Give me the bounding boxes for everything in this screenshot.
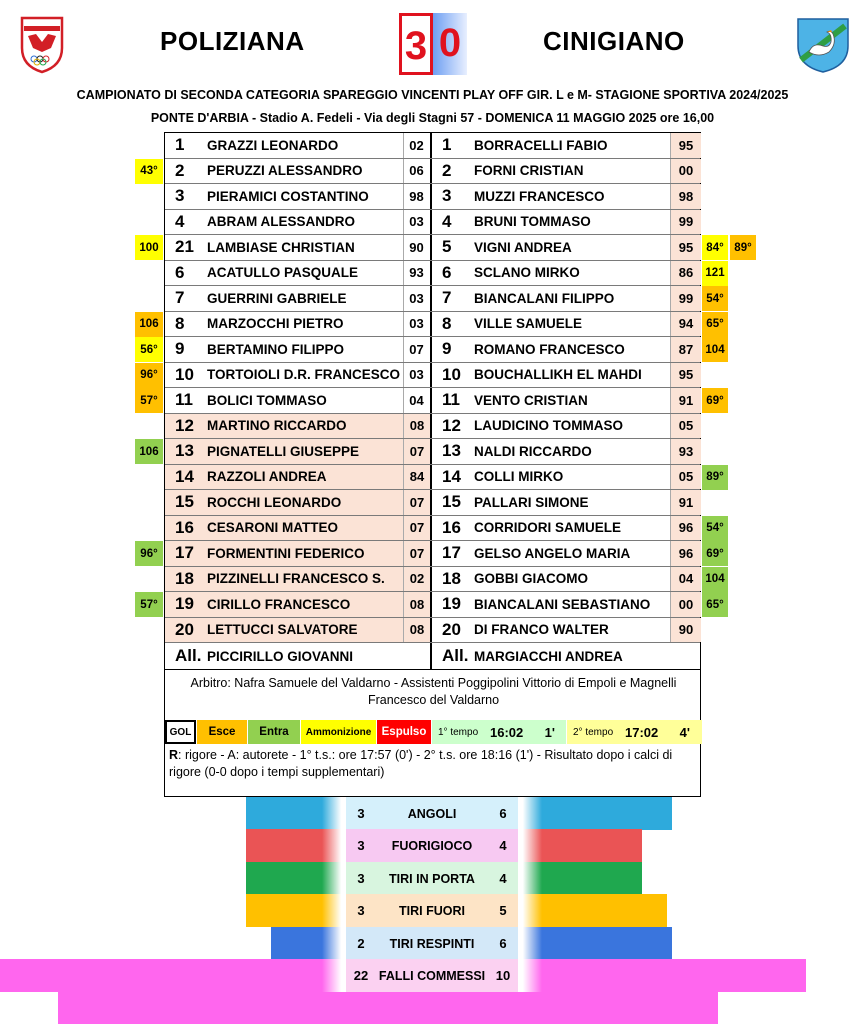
away-player-name: SCLANO MIRKO: [474, 265, 580, 281]
home-event-minute: 106: [135, 312, 163, 337]
away-player-year: [670, 643, 701, 669]
stat-label: TIRI IN PORTA: [389, 871, 475, 886]
away-player-year: 91: [670, 388, 701, 413]
column-divider: [430, 541, 432, 566]
legend-red-card: Espulso: [377, 720, 431, 744]
stat-gradient-edge: [518, 862, 542, 895]
home-event-minute: 106: [135, 439, 163, 464]
home-player-year: 02: [403, 567, 430, 592]
home-player-name: TORTOIOLI D.R. FRANCESCO: [207, 367, 401, 383]
away-player-year: 00: [670, 159, 701, 184]
away-player-year: 99: [670, 286, 701, 311]
away-player-name: NALDI RICCARDO: [474, 443, 592, 459]
lineup-row: [165, 235, 700, 261]
away-event-minute: 65°: [702, 592, 728, 617]
stat-away-value: 4: [499, 838, 507, 853]
stat-away-value: 4: [499, 871, 507, 886]
stat-away-value: 6: [499, 936, 507, 951]
away-player-number: 17: [442, 543, 461, 563]
away-player-number: 10: [442, 364, 461, 384]
lineup-row: [165, 414, 700, 440]
column-divider: [430, 414, 432, 439]
home-player-number: 20: [165, 618, 205, 643]
away-player-name: BIANCALANI SEBASTIANO: [474, 596, 651, 612]
home-player-year: 07: [403, 541, 430, 566]
stat-gradient-edge: [518, 829, 542, 862]
column-divider: [430, 388, 432, 413]
stat-values: [346, 959, 518, 992]
away-player-number: 7: [442, 288, 452, 308]
home-player-year: 03: [403, 363, 429, 388]
stat-row: [0, 894, 865, 927]
home-player-year: 08: [403, 618, 430, 643]
away-player-name: MUZZI FRANCESCO: [474, 188, 605, 204]
first-half-time: 16:02: [490, 724, 524, 740]
referee-info: Arbitro: Nafra Samuele del Valdarno - Assistenti Poggipolini Vittorio di Empoli e Magnelli Francesco del Valdarno: [190, 676, 677, 707]
home-player-name: ROCCHI LEONARDO: [205, 490, 403, 515]
lineup-row: [165, 133, 700, 159]
column-divider: [430, 363, 432, 388]
home-player-number: 15: [165, 490, 205, 515]
lineup-row: [165, 618, 700, 644]
home-player-number: 7: [175, 288, 185, 308]
column-divider: [430, 261, 432, 286]
stat-bar-extension: [58, 992, 718, 1024]
column-divider: [430, 592, 432, 617]
lineup-row: [165, 388, 700, 414]
column-divider: [430, 210, 432, 235]
away-player-name: FORNI CRISTIAN: [474, 163, 584, 179]
stat-gradient-edge: [322, 927, 346, 960]
away-player-number: 11: [442, 390, 460, 410]
away-event-minute: 104: [702, 567, 728, 592]
away-player-name: MARGIACCHI ANDREA: [474, 648, 623, 664]
home-player-number: 3: [175, 186, 185, 206]
away-player-number: 20: [442, 619, 461, 639]
away-player-name: BOUCHALLIKH EL MAHDI: [474, 367, 642, 383]
home-player-name: LETTUCCI SALVATORE: [205, 618, 403, 643]
home-event-minute: 57°: [135, 388, 163, 413]
home-player-year: 07: [403, 439, 430, 464]
away-player-number: 3: [442, 186, 452, 206]
away-player-number: 16: [442, 517, 461, 537]
lineup-row: [165, 210, 700, 236]
match-notes: [169, 747, 699, 781]
lineup-row: [165, 439, 700, 465]
away-event-minute: 89°: [702, 465, 728, 490]
stat-gradient-edge: [518, 927, 542, 960]
stat-values: [346, 894, 518, 927]
away-player-year: 90: [670, 618, 701, 643]
home-player-number: 10: [175, 364, 194, 384]
home-event-minute: 96°: [135, 541, 163, 566]
first-half-info: [432, 720, 566, 744]
home-player-name: GRAZZI LEONARDO: [207, 137, 339, 153]
home-player-year: 07: [403, 337, 429, 362]
away-player-number: 4: [442, 211, 452, 231]
lineup-row: [165, 643, 700, 669]
match-footer: [164, 667, 701, 797]
home-player-name: LAMBIASE CHRISTIAN: [207, 239, 355, 255]
away-player-number: 18: [442, 568, 461, 588]
away-player-year: 05: [670, 465, 701, 490]
stat-gradient-edge: [322, 862, 346, 895]
lineup-row: [165, 465, 700, 491]
home-player-year: 06: [403, 159, 429, 184]
cinigiano-swan-crest-icon: [795, 16, 851, 74]
away-event-minute: 104: [702, 337, 728, 362]
competition-title: CAMPIONATO DI SECONDA CATEGORIA SPAREGGIO VINCENTI PLAY OFF GIR. L e M- STAGIONE SPORTIVA 2024/2025: [76, 88, 789, 102]
home-player-number: 21: [175, 237, 194, 257]
stat-row: [0, 862, 865, 895]
home-player-year: 98: [403, 184, 429, 209]
column-divider: [430, 439, 432, 464]
home-team-name: POLIZIANA: [160, 26, 305, 56]
home-player-name: GUERRINI GABRIELE: [207, 290, 347, 306]
away-player-name: VENTO CRISTIAN: [474, 392, 588, 408]
away-player-name: DI FRANCO WALTER: [474, 622, 609, 638]
stat-home-value: 3: [357, 838, 365, 853]
column-divider: [430, 133, 432, 158]
column-divider: [430, 286, 432, 311]
match-venue-date: PONTE D'ARBIA - Stadio A. Fedeli - Via degli Stagni 57 - DOMENICA 11 MAGGIO 2025 ore 16,00: [150, 111, 715, 125]
away-player-name: GELSO ANGELO MARIA: [474, 545, 631, 561]
column-divider: [430, 159, 432, 184]
away-player-number: 6: [442, 262, 452, 282]
away-event-minute: 54°: [702, 516, 728, 541]
legend-goal: GOL: [165, 720, 196, 744]
home-player-year: 93: [403, 261, 429, 286]
away-score: 0: [433, 13, 467, 75]
home-player-name: CIRILLO FRANCESCO: [205, 592, 403, 617]
home-player-number: All.: [175, 646, 202, 665]
home-player-number: 8: [175, 313, 185, 333]
home-player-year: 84: [403, 465, 430, 490]
lineup-row: [165, 184, 700, 210]
lineup-table: [164, 132, 701, 670]
home-player-year: 07: [403, 516, 430, 541]
stat-values: [346, 927, 518, 960]
first-half-label: 1° tempo: [438, 726, 479, 738]
column-divider: [430, 643, 432, 669]
stat-away-value: 10: [495, 968, 511, 983]
away-player-year: 91: [670, 490, 701, 515]
home-player-number: 12: [165, 414, 205, 439]
away-player-number: 2: [442, 160, 452, 180]
away-player-year: 95: [670, 363, 701, 388]
home-player-number: 9: [175, 339, 185, 359]
stat-home-value: 3: [357, 871, 365, 886]
first-half-recovery: 1': [544, 724, 555, 740]
stat-gradient-edge: [322, 797, 346, 830]
stat-home-value: 3: [357, 903, 365, 918]
home-event-minute: 43°: [135, 159, 163, 184]
lineup-row: [165, 592, 700, 618]
away-player-name: PALLARI SIMONE: [474, 494, 589, 510]
stat-away-value: 6: [499, 806, 507, 821]
column-divider: [430, 516, 432, 541]
home-event-minute: 96°: [135, 363, 163, 388]
away-player-number: All.: [442, 646, 469, 665]
column-divider: [430, 235, 432, 260]
away-event-minute: 121: [702, 261, 728, 286]
home-player-name: MARTINO RICCARDO: [205, 414, 403, 439]
home-player-number: 13: [165, 439, 205, 464]
stat-row: [0, 927, 865, 960]
second-half-recovery: 4': [679, 724, 690, 740]
away-player-number: 12: [442, 415, 461, 435]
lineup-row: [165, 261, 700, 287]
away-player-year: 05: [670, 414, 701, 439]
home-player-year: 08: [403, 592, 430, 617]
column-divider: [430, 618, 432, 643]
stat-values: [346, 797, 518, 830]
away-player-name: BORRACELLI FABIO: [474, 137, 608, 153]
stat-label: ANGOLI: [407, 806, 457, 821]
away-player-name: BRUNI TOMMASO: [474, 214, 591, 230]
away-event-minute: 54°: [702, 286, 728, 311]
stat-gradient-edge: [518, 959, 542, 992]
second-half-info: [567, 720, 702, 744]
stat-label: TIRI FUORI: [399, 903, 465, 918]
home-player-number: 17: [165, 541, 205, 566]
lineup-row: [165, 567, 700, 593]
column-divider: [430, 490, 432, 515]
stat-row: [0, 959, 865, 992]
away-player-number: 5: [442, 237, 452, 257]
away-player-year: 98: [670, 184, 701, 209]
legend-sub-in: Entra: [248, 720, 300, 744]
away-player-name: VIGNI ANDREA: [474, 239, 572, 255]
lineup-row: [165, 159, 700, 185]
home-player-number: 1: [175, 135, 185, 155]
home-player-year: 04: [403, 388, 429, 413]
column-divider: [430, 184, 432, 209]
away-player-number: 8: [442, 313, 452, 333]
home-player-year: 07: [403, 490, 430, 515]
home-player-number: 11: [175, 390, 193, 410]
away-player-year: 04: [670, 567, 701, 592]
legend-sub-out: Esce: [197, 720, 247, 744]
home-player-number: 2: [175, 160, 185, 180]
lineup-row: [165, 286, 700, 312]
notes-text: : rigore - A: autorete - 1° t.s.: ore 17:57 (0') - 2° t.s. ore 18:16 (1') - Risultato dopo i calci di rigore (0-0 dopo i tempi supplementari): [169, 748, 673, 779]
away-player-year: 87: [670, 337, 701, 362]
home-player-name: BERTAMINO FILIPPO: [207, 341, 344, 357]
home-player-name: ACATULLO PASQUALE: [207, 265, 358, 281]
lineup-row: [165, 541, 700, 567]
column-divider: [430, 337, 432, 362]
away-team-name: CINIGIANO: [543, 26, 685, 56]
home-player-year: 90: [403, 235, 429, 260]
second-half-time: 17:02: [625, 724, 659, 740]
home-player-year: 03: [403, 286, 429, 311]
away-player-name: GOBBI GIACOMO: [474, 571, 588, 587]
stat-values: [346, 862, 518, 895]
legend-yellow-card: Ammonizione: [301, 720, 376, 744]
away-event-minute: 65°: [702, 312, 728, 337]
home-player-name: CESARONI MATTEO: [205, 516, 403, 541]
away-player-name: CORRIDORI SAMUELE: [474, 520, 622, 536]
stat-row: [0, 797, 865, 830]
lineup-row: [165, 312, 700, 338]
away-event-minute: 89°: [730, 235, 756, 260]
home-player-name: PIGNATELLI GIUSEPPE: [205, 439, 403, 464]
lineup-row: [165, 516, 700, 542]
stat-gradient-edge: [518, 797, 542, 830]
home-player-number: 6: [175, 262, 185, 282]
home-player-number: 16: [165, 516, 205, 541]
home-player-number: 19: [165, 592, 205, 617]
stat-away-value: 5: [499, 903, 507, 918]
stat-home-value: 3: [357, 806, 365, 821]
away-player-name: ROMANO FRANCESCO: [474, 341, 625, 357]
home-player-name: RAZZOLI ANDREA: [205, 465, 403, 490]
poliziana-crest-icon: [18, 14, 66, 74]
home-player-name: MARZOCCHI PIETRO: [207, 316, 344, 332]
away-player-number: 15: [442, 492, 461, 512]
home-player-number: 14: [165, 465, 205, 490]
stat-home-value: 22: [353, 968, 369, 983]
away-player-name: BIANCALANI FILIPPO: [474, 290, 615, 306]
away-player-year: 93: [670, 439, 701, 464]
stat-gradient-edge: [322, 894, 346, 927]
stat-row: [0, 829, 865, 862]
away-event-minute: 69°: [702, 388, 728, 413]
stat-label: FALLI COMMESSI: [378, 968, 486, 983]
stat-label: TIRI RESPINTI: [389, 936, 475, 951]
away-player-number: 1: [442, 135, 452, 155]
home-player-name: PICCIRILLO GIOVANNI: [207, 648, 354, 664]
home-player-number: 4: [175, 211, 185, 231]
home-player-name: PERUZZI ALESSANDRO: [207, 163, 363, 179]
stat-home-value: 2: [357, 936, 365, 951]
stat-gradient-edge: [322, 959, 346, 992]
away-player-year: 96: [670, 516, 701, 541]
home-player-year: 02: [403, 133, 429, 158]
home-player-year: 03: [403, 210, 429, 235]
away-event-minute: 69°: [702, 541, 728, 566]
away-player-number: 14: [442, 466, 461, 486]
home-player-year: [403, 643, 429, 669]
away-player-year: 00: [670, 592, 701, 617]
away-player-year: 94: [670, 312, 701, 337]
away-player-year: 96: [670, 541, 701, 566]
home-player-year: 08: [403, 414, 430, 439]
stat-gradient-edge: [518, 894, 542, 927]
lineup-row: [165, 337, 700, 363]
home-player-year: 03: [403, 312, 429, 337]
away-player-number: 13: [442, 441, 461, 461]
away-player-name: LAUDICINO TOMMASO: [474, 418, 623, 434]
away-player-number: 19: [442, 594, 461, 614]
second-half-label: 2° tempo: [573, 726, 614, 738]
away-player-year: 86: [670, 261, 701, 286]
home-player-name: PIZZINELLI FRANCESCO S.: [205, 567, 403, 592]
stat-gradient-edge: [322, 829, 346, 862]
away-player-year: 99: [670, 210, 701, 235]
home-player-name: ABRAM ALESSANDRO: [207, 214, 355, 230]
home-event-minute: 57°: [135, 592, 163, 617]
home-player-number: 18: [165, 567, 205, 592]
away-player-year: 95: [670, 235, 701, 260]
column-divider: [430, 312, 432, 337]
away-player-number: 9: [442, 339, 452, 359]
away-player-name: COLLI MIRKO: [474, 469, 564, 485]
column-divider: [430, 567, 432, 592]
home-player-name: PIERAMICI COSTANTINO: [207, 188, 369, 204]
away-player-name: VILLE SAMUELE: [474, 316, 583, 332]
away-player-year: 95: [670, 133, 701, 158]
stat-label: FUORIGIOCO: [391, 838, 473, 853]
notes-bold: R: [169, 748, 179, 762]
home-player-name: BOLICI TOMMASO: [207, 392, 327, 408]
home-event-minute: 100: [135, 235, 163, 260]
lineup-row: [165, 490, 700, 516]
home-player-name: FORMENTINI FEDERICO: [205, 541, 403, 566]
away-event-minute: 84°: [702, 235, 728, 260]
home-event-minute: 56°: [135, 337, 163, 362]
stat-values: [346, 829, 518, 862]
home-score: 3: [399, 13, 433, 75]
column-divider: [430, 465, 432, 490]
lineup-row: [165, 363, 700, 389]
